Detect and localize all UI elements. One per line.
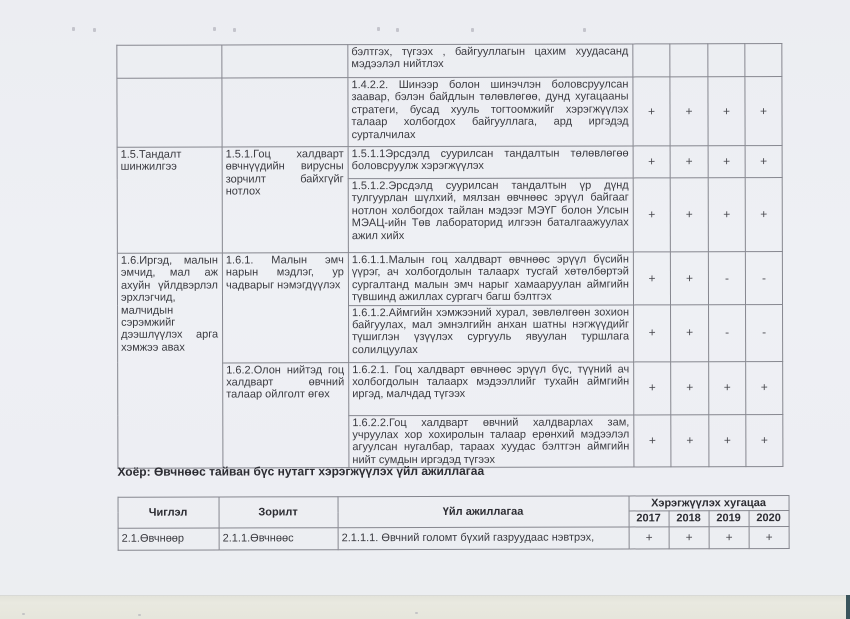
objective-cell: 1.5.1.Гоц халдварт өвчнүүдийн вирусны зорчилт байхгүйг нотлох [222, 147, 348, 253]
objective-cell [222, 45, 348, 78]
year-mark-cell: + [633, 146, 670, 178]
year-mark-cell: + [670, 146, 708, 178]
year-mark-cell: + [670, 77, 708, 146]
table-row [117, 77, 782, 148]
year-mark-cell: + [708, 178, 745, 252]
year-mark-cell: + [671, 304, 709, 361]
direction-header: Чиглэл [118, 497, 219, 528]
year-mark-cell [745, 44, 782, 77]
dust-speck [138, 614, 141, 616]
year-mark-cell: + [749, 526, 789, 548]
year-header: 2018 [669, 511, 709, 527]
year-mark-cell: + [629, 527, 669, 549]
table-row [117, 44, 782, 79]
year-mark-cell: - [709, 304, 746, 361]
year-mark-cell: + [745, 146, 782, 178]
year-mark-cell: + [746, 361, 783, 414]
year-mark-cell: + [709, 414, 746, 467]
year-mark-cell: + [634, 304, 671, 361]
activity-cell: 1.4.2.2. Шинээр болон шинэчлэн боловсруулсан заавар, бэлэн байдлын төлөвлөгөө, дунд хугацааны стратеги, бусад хууль тогтоомжийг хэрэгжүүлэх талаар холбогдох байгууллага, ард иргэдэд сурталчилах [348, 77, 633, 147]
year-mark-cell: + [671, 414, 709, 467]
year-mark-cell: + [633, 178, 670, 252]
year-mark-cell: + [708, 77, 745, 146]
page-corner-mark [846, 595, 850, 619]
year-mark-cell: + [634, 361, 671, 414]
year-mark-cell: + [745, 178, 782, 252]
direction-cell: 1.6.Иргэд, малын эмчид, мал аж ахуйн үйлдвэрлэл эрхлэгчид, малчидын сэрэмжийг дээшлүүлэх арга хэмжээ авах [117, 253, 223, 469]
year-mark-cell [708, 44, 745, 77]
period-header: Хэрэгжүүлэх хугацаа [629, 496, 789, 512]
year-mark-cell: + [633, 252, 670, 305]
year-mark-cell: + [671, 361, 709, 414]
year-mark-cell: - [708, 252, 745, 305]
objective-cell: 2.1.1.Өвчнөөс [219, 528, 338, 550]
activity-header: Үйл ажиллагаа [338, 496, 629, 528]
table-row [118, 526, 789, 550]
year-mark-cell: + [669, 527, 709, 549]
action-plan-table-section1 [116, 43, 783, 469]
year-mark-cell: + [633, 77, 670, 146]
activity-cell: 1.6.2.2.Гоц халдварт өвчний халдварлах зам, учруулах хор хохиролын талаар ерөнхий мэдээлэл агуулсан нугалбар, тараах хуудас бэлтгэн аймгийн нийт сумдын иргэдэд түгээх [349, 415, 634, 468]
year-mark-cell: - [745, 252, 782, 305]
year-header: 2017 [629, 511, 669, 527]
year-mark-cell: + [634, 414, 671, 467]
year-mark-cell [670, 44, 708, 77]
direction-cell: 1.5.Тандалт шинжилгээ [117, 147, 222, 253]
year-header: 2019 [709, 511, 749, 527]
year-mark-cell: + [670, 252, 708, 305]
year-mark-cell [633, 44, 670, 77]
objective-header: Зорилт [219, 497, 338, 528]
year-mark-cell: + [670, 178, 708, 252]
year-mark-cell: + [745, 77, 782, 146]
activity-cell: 1.6.1.2.Аймгийн хэмжээний хурал, зөвлөлгөөн зохион байгуулах, мал эмнэлгийн анхан шатны нэгжүүдийг түшиглэн үзүүлэх сургууль явуулан туршлага солилцуулах [349, 305, 634, 363]
scanner-edge-strip [0, 596, 850, 619]
direction-cell [117, 45, 222, 78]
activity-cell: 1.5.1.1Эрсдэлд суурилсан тандалтын төлөвлөгөө боловсруулж хэрэгжүүлэх [348, 146, 633, 179]
year-mark-cell: - [746, 304, 783, 361]
table-row [117, 252, 782, 306]
activity-cell: бэлтгэх, түгээх , байгууллагын цахим хуудасанд мэдээлэл нийтлэх [348, 44, 633, 78]
year-header: 2020 [749, 511, 789, 527]
activity-cell: 1.6.1.1.Малын гоц халдварт өвчнөөс эрүүл бүсийн үүрэг, ач холбогдолын талаарх тусгай хөтөлбөртэй сургалтанд малын эмч нарыг хамааруулан аймгийн түвшинд ажиллах сургагч багш бэлтгэх [348, 252, 633, 305]
table-row [117, 146, 782, 180]
year-mark-cell: + [709, 526, 749, 548]
table-header-row [118, 496, 789, 513]
objective-cell: 1.6.1. Малын эмч нарын мэдлэг, ур чадварыг нэмэгдүүлэх [222, 253, 348, 363]
activity-cell: 1.5.1.2.Эрсдэлд суурилсан тандалтын үр дүнд тулгуурлан шүлхий, мялзан өвчнөөс эрүүл байгааг нотлон холбогдох тайлан мэдээг МЭҮГ болон Улсын МЭАЦ-ийн Төв лабораторид илгээн баталгаажуулах ажил хийх [348, 178, 633, 253]
year-mark-cell: + [709, 361, 746, 414]
section-two-heading: Хоёр: Өвчнөөс тайван бүс нутагт хэрэгжүүлэх үйл ажиллагаа [117, 463, 485, 479]
action-plan-table-section2 [118, 495, 790, 551]
year-mark-cell: + [746, 414, 783, 467]
objective-cell [222, 78, 348, 147]
direction-cell [117, 78, 222, 147]
activity-cell: 2.1.1.1. Өвчний голомт бүхий газруудаас нэвтрэх, [338, 527, 629, 550]
activity-cell: 1.6.2.1. Гоц халдварт өвчнөөс эрүүл бүс, түүний ач холбогдолын талаарх мэдээллийг тухайн аймгийн иргэд, малчдад түгээх [349, 362, 634, 416]
dust-speck [415, 612, 418, 614]
objective-cell: 1.6.2.Олон нийтэд гоц халдварт өвчний талаар ойлголт өгөх [223, 362, 349, 468]
direction-cell: 2.1.Өвчнөөр [118, 528, 219, 550]
dust-speck [22, 613, 25, 615]
year-mark-cell: + [708, 146, 745, 178]
